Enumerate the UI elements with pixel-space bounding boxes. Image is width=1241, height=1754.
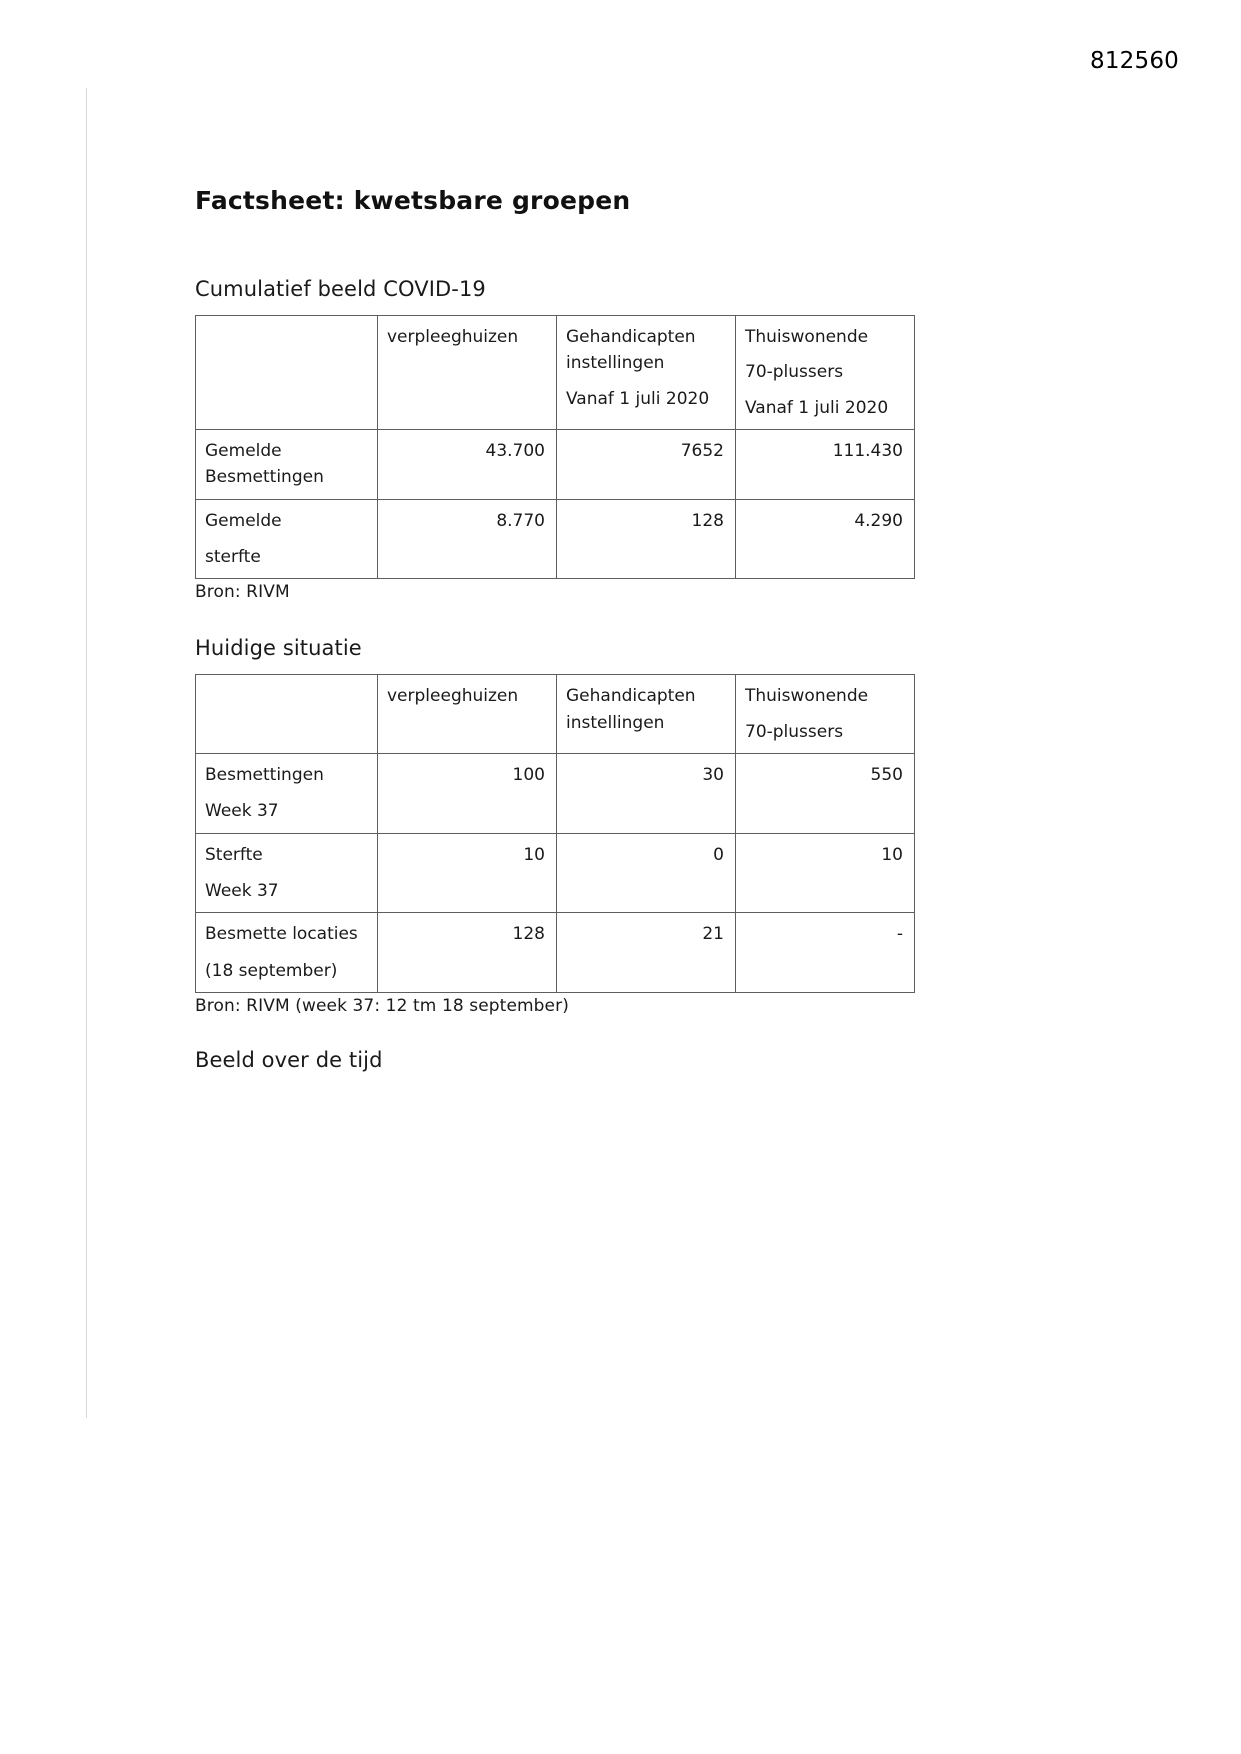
header-label-thuiswonende-period: Vanaf 1 juli 2020 — [745, 397, 889, 418]
row-label-line2: (18 september) — [205, 960, 338, 981]
row-label-line2: Week 37 — [205, 881, 279, 902]
cell-locaties-verpleeghuizen: 128 — [378, 913, 557, 993]
header-label-gehandicapten-line2: instellingen — [566, 712, 665, 733]
cell-sterfte-verpleeghuizen: 8.770 — [378, 499, 557, 579]
header-cell-gehandicapten — [557, 675, 736, 754]
cell-locaties-gehandicapten: 21 — [557, 913, 736, 993]
row-label-spacer — [205, 948, 367, 958]
row-label-line2: sterfte — [205, 547, 261, 568]
source-note-current: Bron: RIVM (week 37: 12 tm 18 september) — [195, 996, 569, 1017]
cell-besmettingen-verpleeghuizen: 43.700 — [378, 430, 557, 500]
header-spacer — [745, 710, 904, 719]
header-spacer — [745, 386, 904, 395]
header-spacer — [566, 377, 725, 386]
row-label-line1: Gemelde — [205, 441, 282, 462]
row-label-spacer — [205, 788, 367, 798]
header-label-gehandicapten-period: Vanaf 1 juli 2020 — [566, 388, 710, 409]
row-label-besmettingen-week37 — [196, 754, 378, 834]
header-label-thuiswonende-line2: 70-plussers — [745, 721, 844, 742]
table-row — [196, 913, 915, 993]
header-cell-verpleeghuizen — [378, 675, 557, 754]
page-folio-number: 812560 — [1090, 48, 1179, 74]
cell-locaties-thuiswonende: - — [736, 913, 915, 993]
table-row — [196, 499, 915, 579]
row-label-line2: Besmettingen — [205, 467, 324, 488]
table-row — [196, 754, 915, 834]
section-heading-cumulative: Cumulatief beeld COVID-19 — [195, 277, 486, 301]
row-label-spacer — [205, 868, 367, 878]
header-spacer — [745, 350, 904, 359]
row-label-gemelde-besmettingen — [196, 430, 378, 500]
row-label-gemelde-sterfte — [196, 499, 378, 579]
header-cell-verpleeghuizen — [378, 316, 557, 430]
table-current — [195, 674, 915, 993]
header-label-thuiswonende-line1: Thuiswonende — [745, 686, 869, 707]
table-header-row — [196, 675, 915, 754]
header-cell-gehandicapten — [557, 316, 736, 430]
table-row — [196, 430, 915, 500]
header-cell-thuiswonende — [736, 675, 915, 754]
header-label-thuiswonende-line2: 70-plussers — [745, 362, 844, 383]
header-cell-thuiswonende — [736, 316, 915, 430]
row-label-line1: Gemelde — [205, 510, 282, 531]
header-cell-corner — [196, 316, 378, 430]
cell-besmettingen-thuiswonende: 550 — [736, 754, 915, 834]
row-label-line1: Besmette locaties — [205, 924, 358, 945]
header-label-gehandicapten-line1: Gehandicapten — [566, 327, 696, 347]
header-label-verpleeghuizen: verpleeghuizen — [387, 686, 519, 707]
table-row — [196, 833, 915, 913]
document-content — [195, 186, 1095, 1086]
table-header-row — [196, 316, 915, 430]
row-label-line2: Week 37 — [205, 801, 279, 822]
row-label-line1: Sterfte — [205, 844, 263, 865]
cell-sterfte-verpleeghuizen: 10 — [378, 833, 557, 913]
cell-besmettingen-gehandicapten: 30 — [557, 754, 736, 834]
header-label-thuiswonende-line1: Thuiswonende — [745, 327, 869, 347]
cell-besmettingen-thuiswonende: 111.430 — [736, 430, 915, 500]
row-label-spacer — [205, 534, 367, 544]
section-heading-current: Huidige situatie — [195, 636, 362, 661]
section-heading-over-time: Beeld over de tijd — [195, 1048, 383, 1073]
header-cell-corner — [196, 675, 378, 754]
row-label-line1: Besmettingen — [205, 765, 324, 786]
cell-besmettingen-gehandicapten: 7652 — [557, 430, 736, 500]
cell-sterfte-gehandicapten: 128 — [557, 499, 736, 579]
source-note-cumulative: Bron: RIVM — [195, 582, 290, 603]
row-label-sterfte-week37 — [196, 833, 378, 913]
row-label-besmette-locaties — [196, 913, 378, 993]
table-cumulative — [195, 315, 915, 579]
header-label-verpleeghuizen: verpleeghuizen — [387, 327, 519, 347]
cell-sterfte-gehandicapten: 0 — [557, 833, 736, 913]
header-label-gehandicapten-line1: Gehandicapten — [566, 686, 696, 707]
header-label-gehandicapten-line2: instellingen — [566, 353, 665, 374]
cell-sterfte-thuiswonende: 10 — [736, 833, 915, 913]
page-title: Factsheet: kwetsbare groepen — [195, 186, 631, 215]
page-margin-rule — [86, 88, 87, 1418]
cell-besmettingen-verpleeghuizen: 100 — [378, 754, 557, 834]
cell-sterfte-thuiswonende: 4.290 — [736, 499, 915, 579]
